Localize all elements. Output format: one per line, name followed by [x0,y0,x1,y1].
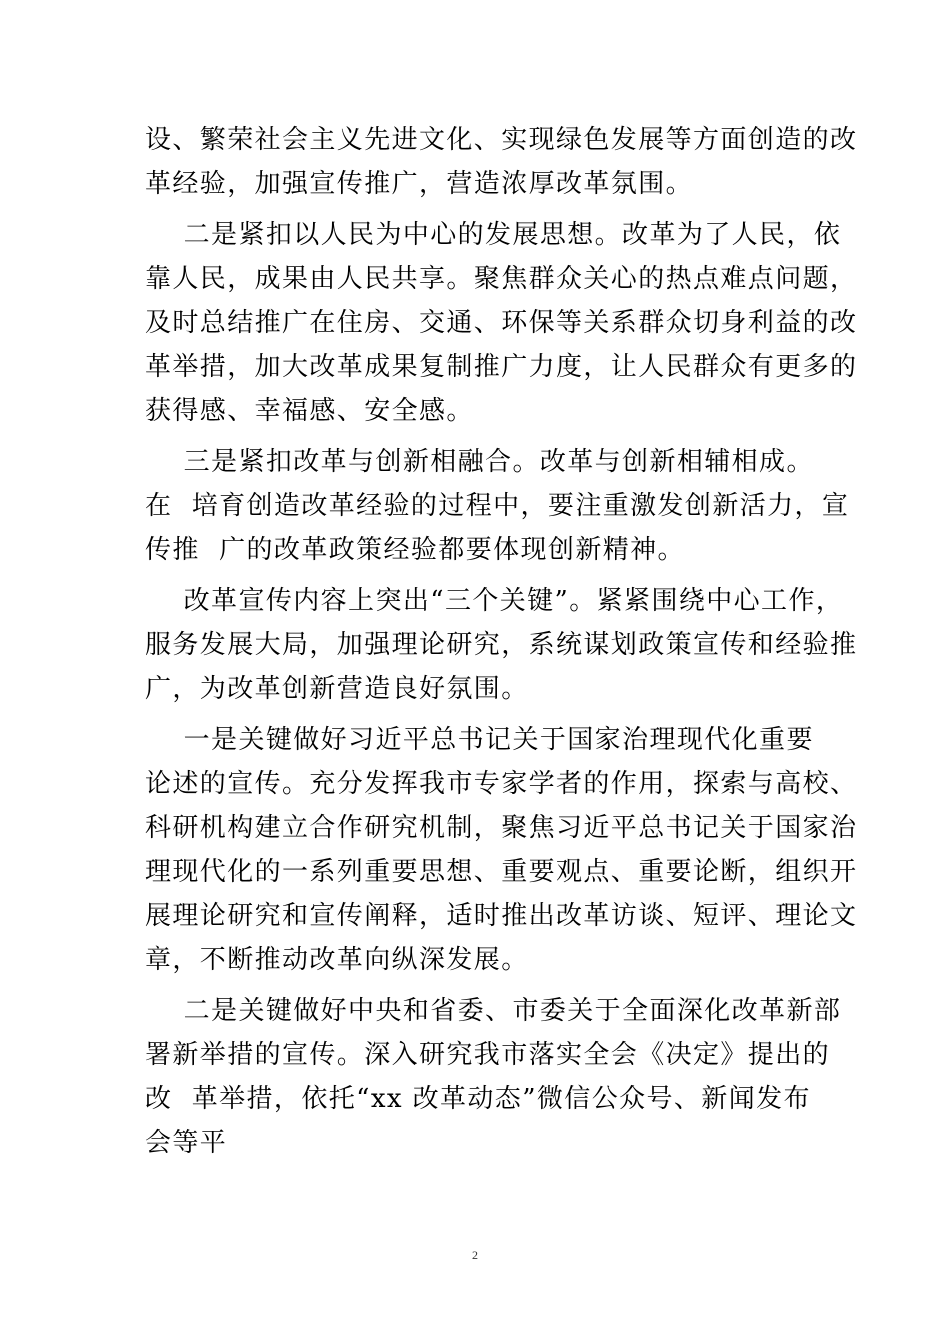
paragraph-line: 二是紧扣以人民为中心的发展思想。改革为了人民，依 [145,220,842,250]
paragraph-line: 靠人民，成果由人民共享。聚焦群众关心的热点难点问题， [145,264,858,294]
paragraph-line: 论述的宣传。充分发挥我市专家学者的作用，探索与高校、 [145,769,858,799]
paragraph-line: 改革宣传内容上突出“三个关键”。紧紧围绕中心工作， [145,586,844,616]
paragraph-6 [145,989,842,1165]
paragraph-2 [145,213,858,433]
paragraph-line: 二是关键做好中央和省委、市委关于全面深化改革新部 [145,996,842,1026]
paragraph-1 [145,118,858,206]
paragraph-line: 署新举措的宣传。深入研究我市落实全会《决定》提出的 [145,1040,831,1070]
paragraph-line: 革经验，加强宣传推广，营造浓厚改革氛围。 [145,169,694,199]
page-number: 2 [472,1248,478,1262]
paragraph-line: 会等平 [145,1128,228,1158]
paragraph-line: 一是关键做好习近平总书记关于国家治理现代化重要 [145,725,814,755]
paragraph-line: 改 革举措，依托“xx 改革动态”微信公众号、新闻发布 [145,1084,811,1114]
paragraph-line: 展理论研究和宣传阐释，适时推出改革访谈、短评、理论文 [145,901,858,931]
paragraph-5 [145,718,858,982]
paragraph-3 [145,440,850,572]
paragraph-line: 服务发展大局，加强理论研究，系统谋划政策宣传和经验推 [145,630,858,660]
paragraph-line: 章，不断推动改革向纵深发展。 [145,945,529,975]
paragraph-line: 在 培育创造改革经验的过程中，要注重激发创新活力，宣 [145,491,850,521]
paragraph-line: 获得感、幸福感、安全感。 [145,396,474,426]
paragraph-line: 理现代化的一系列重要思想、重要观点、重要论断，组织开 [145,857,858,887]
paragraph-line: 传推 广的改革政策经验都要体现创新精神。 [145,535,685,565]
paragraph-line: 革举措，加大改革成果复制推广力度，让人民群众有更多的 [145,352,858,382]
paragraph-line: 广，为改革创新营造良好氛围。 [145,674,529,704]
paragraph-line: 科研机构建立合作研究机制，聚焦习近平总书记关于国家治 [145,813,858,843]
paragraph-4 [145,579,858,711]
paragraph-line: 及时总结推广在住房、交通、环保等关系群众切身利益的改 [145,308,858,338]
document-body [145,118,858,1165]
paragraph-line: 设、繁荣社会主义先进文化、实现绿色发展等方面创造的改 [145,125,858,155]
paragraph-line: 三是紧扣改革与创新相融合。改革与创新相辅相成。 [145,447,814,477]
